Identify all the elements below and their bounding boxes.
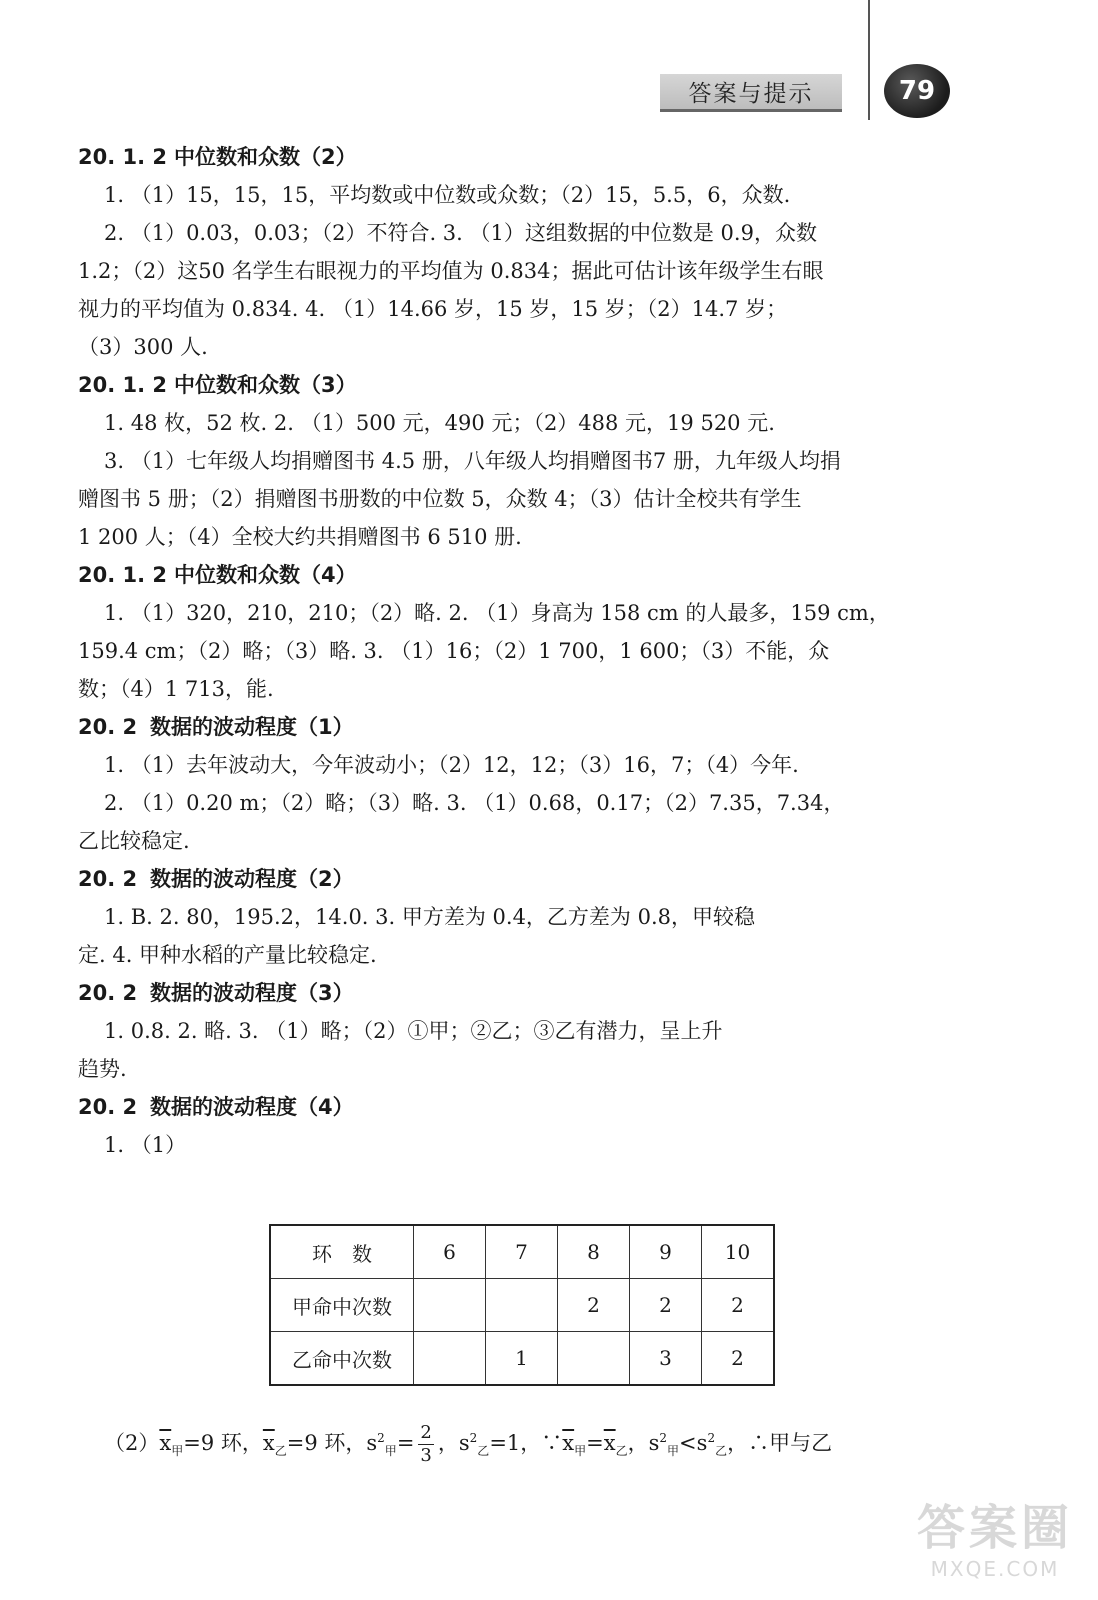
section-number: 20. 2 [78,981,138,1005]
fraction-denominator: 3 [420,1445,432,1466]
section-number: 20. 1. 2 [78,145,168,169]
header-title: 答案与提示 [660,74,842,112]
table-cell [414,1332,486,1386]
table-cell [486,1279,558,1332]
section-name: 数据的波动程度（4） [150,1095,354,1119]
formula-text: =1，∵ [489,1431,563,1455]
answer-line: 乙比较稳定. [78,829,190,853]
answer-line: 1. B. 2. 80，195.2，14.0. 3. 甲方差为 0.4，乙方差为 0.8，甲较稳 [104,905,756,929]
section-name: 中位数和众数（4） [174,563,357,587]
section-title [78,1088,948,1126]
table-cell: 环 数 [270,1225,414,1279]
table-cell: 2 [702,1332,775,1386]
section-title [78,860,948,898]
fraction-numerator: 2 [420,1422,432,1443]
formula-text: = [586,1431,604,1455]
watermark-url: MXQE.COM [930,1557,1060,1581]
section-name: 数据的波动程度（1） [150,715,354,739]
section-number: 20. 1. 2 [78,373,168,397]
formula-text: ， [437,1431,459,1455]
table-cell: 7 [486,1225,558,1279]
subscript: 乙 [715,1444,728,1459]
section-title [78,556,948,594]
section-title [78,708,948,746]
section-number: 20. 2 [78,715,138,739]
subscript: 乙 [274,1444,287,1459]
table-cell: 8 [558,1225,630,1279]
superscript: 2 [377,1431,385,1445]
mean-symbol: $\overline{x}$ [262,1431,275,1455]
subscript: 甲 [667,1444,680,1459]
answer-line: 1. （1）320，210，210；（2）略. 2. （1）身高为 158 cm 的人最多，159 cm， [104,601,890,625]
variance-symbol: s [366,1431,378,1455]
section-number: 20. 2 [78,867,138,891]
answer-line: 1. （1）15，15，15，平均数或中位数或众数；（2）15，5.5，6，众数. [104,183,791,207]
answer-line: 1. （1）去年波动大，今年波动小；（2）12，12；（3）16，7；（4）今年. [104,753,799,777]
subscript: 甲 [384,1444,397,1459]
formula-text: ，∴甲与乙 [727,1431,833,1455]
answer-line: 赠图书 5 册；（2）捐赠图书册数的中位数 5，众数 4；（3）估计全校共有学生 [78,487,802,511]
variance-symbol: s [696,1431,708,1455]
answer-line: 定. 4. 甲种水稻的产量比较稳定. [78,943,377,967]
page-number-badge: 79 [884,64,950,118]
table-row [270,1279,774,1332]
watermark-text: 答案圈 [916,1500,1073,1556]
answer-line: 159.4 cm；（2）略；（3）略. 3. （1）16；（2）1 700，1 600；（3）不能，众 [78,639,830,663]
answer-line: 3. （1）七年级人均捐赠图书 4.5 册，八年级人均捐赠图书7 册，九年级人均捐 [104,449,841,473]
table-cell: 9 [630,1225,702,1279]
table-cell: 6 [414,1225,486,1279]
variance-symbol: s [458,1431,470,1455]
section-title [78,974,948,1012]
answer-line: （3）300 人. [78,335,208,359]
answer-line: 2. （1）0.20 m；（2）略；（3）略. 3. （1）0.68，0.17；（2）7.35，7.34， [104,791,845,815]
table-header-row [270,1225,774,1279]
table-cell: 2 [558,1279,630,1332]
formula-text: ， [627,1431,649,1455]
formula-text: = [396,1431,415,1455]
answer-line: 视力的平均值为 0.834. 4. （1）14.66 岁，15 岁，15 岁；（2）14.7 岁； [78,297,788,321]
answer-line: 1. 0.8. 2. 略. 3. （1）略；（2）①甲；②乙；③乙有潜力，呈上升 [104,1019,723,1043]
table-cell [558,1332,630,1386]
section-number: 20. 2 [78,1095,138,1119]
table-cell: 甲命中次数 [270,1279,414,1332]
header-divider [868,0,870,120]
table-cell: 2 [630,1279,702,1332]
fraction [418,1422,433,1467]
formula-text: =9 环， [286,1431,367,1455]
table-cell: 1 [486,1332,558,1386]
section-title [78,366,948,404]
section-number: 20. 1. 2 [78,563,168,587]
subscript: 乙 [615,1444,628,1459]
answer-line: 2. （1）0.03，0.03；（2）不符合. 3. （1）这组数据的中位数是 0.9，众数 [104,221,817,245]
table-cell: 3 [630,1332,702,1386]
watermark-logo [900,1500,1090,1596]
answer-line: 1.2；（2）这50 名学生右眼视力的平均值为 0.834；据此可估计该年级学生右眼 [78,259,824,283]
score-table [269,1224,775,1386]
section-title [78,138,948,176]
subscript: 甲 [574,1444,587,1459]
table-cell: 2 [702,1279,775,1332]
answer-line: 数；（4）1 713，能. [78,677,274,701]
table-cell: 10 [702,1225,775,1279]
section-name: 中位数和众数（3） [174,373,357,397]
variance-symbol: s [648,1431,660,1455]
answer-line: 1. 48 枚，52 枚. 2. （1）500 元，490 元；（2）488 元，19 520 元. [104,411,775,435]
formula-prefix: （2） [104,1431,160,1455]
mean-symbol: $\overline{x}$ [159,1431,172,1455]
subscript: 甲 [171,1444,184,1459]
table-cell [414,1279,486,1332]
section-name: 中位数和众数（2） [174,145,357,169]
superscript: 2 [707,1431,716,1445]
formula-line [104,1408,832,1468]
answer-line: 1 200 人；（4）全校大约共捐赠图书 6 510 册. [78,525,522,549]
superscript: 2 [469,1431,478,1445]
superscript: 2 [659,1431,668,1445]
formula-text: =9 环， [183,1431,263,1455]
answer-line: 1. （1） [104,1133,187,1157]
table-cell: 乙命中次数 [270,1332,414,1386]
mean-symbol: $\overline{x}$ [603,1431,616,1455]
answer-content [78,138,948,1164]
mean-symbol: $\overline{x}$ [562,1431,575,1455]
subscript: 乙 [477,1444,490,1459]
table-row [270,1332,774,1386]
answer-line: 趋势. [78,1057,127,1081]
section-name: 数据的波动程度（2） [150,867,354,891]
formula-text: < [679,1431,697,1455]
section-name: 数据的波动程度（3） [150,981,354,1005]
